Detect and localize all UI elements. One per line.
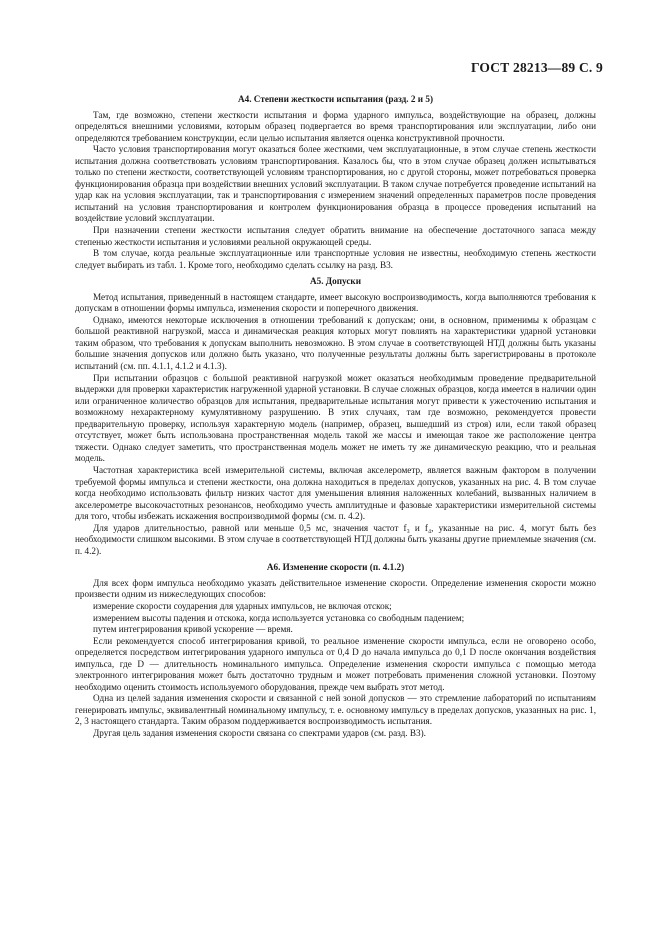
paragraph: В том случае, когда реальные эксплуатационные или транспортные условия не известны, необходимую степень жесткости следует выбирать из табл. 1. Кроме того, необходимо сделать ссылку на разд. В3. <box>75 248 596 270</box>
paragraph: Для ударов длительностью, равной или меньше 0,5 мс, значения частот f₃ и f₄, указанные на рис. 4, могут быть без необходимости слишком высокими. В этом случае в соответствующей НТД должны быть указаны другие приемлемые значения (см. п. 4.2). <box>75 522 596 556</box>
list-item: путем интегрирования кривой ускорение — время. <box>93 624 293 635</box>
paragraph: Однако, имеются некоторые исключения в отношении требований к допускам; они, в основном, применимы к образцам с большой реактивной нагрузкой, масса и динамическая реакция которых могут повлиять на характеристики ударной установки таким образом, что требования к допускам выполнить невозможно. В этом случае в соответствующей НТД должны быть указаны большие значения допусков или должно быть указано, что полученные результаты должны быть зарегистрированы в протоколе испытаний (см. пп. 4.1.1, 4.1.2 и 4.1.3). <box>75 314 596 372</box>
paragraph: Одна из целей задания изменения скорости и связанной с ней зоной допусков — это стремление лабораторий по испытаниям генерировать импульс, эквивалентный номинальному импульсу, т. е. основному импульсу в пределах допусков, указанных на рис. 1, 2, 3 настоящего стандарта. Таким образом поддерживается воспроизводимость испытания. <box>75 693 596 727</box>
section-a5-title: А5. Допуски <box>309 276 361 287</box>
paragraph: Если рекомендуется способ интегрирования кривой, то реальное изменение скорости импульса, если не оговорено особо, определяется посредством интегрирования ударного импульса от 0,4 D до начала импульса до 0,1 D после окончания воздействия импульса, где D — длительность номинального импульса. Определение изменения скорости импульса с помощью метода электронного интегрирования может быть достаточно трудным и может потребовать применения сложной установки. Поэтому необходимо оценить стоимость используемого оборудования, прежде чем выбрать этот метод. <box>75 635 596 692</box>
paragraph: Метод испытания, приведенный в настоящем стандарте, имеет высокую воспроизводимость, когда выполняются требования к допускам в отношении формы импульса, изменения скорости и поперечного движения. <box>75 291 596 314</box>
paragraph: Часто условия транспортирования могут оказаться более жесткими, чем эксплуатационные, в этом случае степень жесткости испытания должна соответствовать условиям транспортирования. Казалось бы, что в этом случае образец должен испытываться только по степени жесткости, соответствующей условиям транспортирования, но с другой стороны, может потребоваться проверка функционирования образца при воздействии внешних условий эксплуатации. В таком случае потребуется проведение испытаний на удар как на условия эксплуатации, так и транспортирования с измерением значений определенных параметров после проведения испытаний на условия транспортирования и контролем функционирования образца в процессе проведения испытаний на воздействие условий эксплуатации. <box>75 144 596 224</box>
paragraph: Для всех форм импульса необходимо указать действительное изменение скорости. Определение изменения скорости можно произвести одним из нижеследующих способов: <box>75 577 596 600</box>
paragraph: Другая цель задания изменения скорости связана со спектрами ударов (см. разд. В3). <box>93 727 426 738</box>
paragraph: При испытании образцов с большой реактивной нагрузкой может оказаться необходимым проведение предварительной выдержки для проверки характеристик нагруженной ударной установки. В случае сложных образцов, когда имеется в наличии один или ограниченное количество образцов для испытания, предварительные испытания могут привести к ужесточению испытания и возможному нехарактерному кумулятивному разрушению. В этих случаях, там где возможно, рекомендуется провести предварительную проверку, используя характерную модель (например, образец, вышедший из строя) или, если такой образец отсутствует, может быть использована пространственная модель такой же массы и имеющая такое же расположение центра тяжести. Однако следует заметить, что пространственная модель может не иметь ту же динамическую реакцию, что и реальная модель. <box>75 372 596 464</box>
list-item: измерение скорости соударения для ударных импульсов, не включая отскок; <box>93 600 392 611</box>
document-body <box>75 94 596 740</box>
paragraph: Частотная характеристика всей измерительной системы, включая акселерометр, является важным фактором в получении требуемой формы импульса и степени жесткости, она должна находиться в пределах допусков, указанных на рис. 4. В том случае когда необходимо использовать фильтр низких частот для уменьшения влияния наложенных колебаний, вызванных наличием в акселерометре высокочастотных резонансов, необходимо учесть амплитудные и фазовые характеристики измерительной системы для того, чтобы избежать искажения воспроизводимой формы (см. п. 4.2). <box>75 464 596 522</box>
page-header: ГОСТ 28213—89 С. 9 <box>470 60 603 75</box>
paragraph: При назначении степени жесткости испытания следует обратить внимание на обеспечение достаточного запаса между степенью жесткости испытания и условиями реальной окружающей среды. <box>75 225 596 247</box>
section-a4-title: А4. Степени жесткости испытания (разд. 2 и 5) <box>237 94 434 104</box>
list-item: измерением высоты падения и отскока, когда используется установка со свободным падением; <box>93 612 465 623</box>
paragraph: Там, где возможно, степени жесткости испытания и форма ударного импульса, воздействующие на образец, должны определяться внешними условиями, которым образец подвергается во время транспортирования или эксплуатации, либо они определяются требованием конструкции, если целью испытания является оценка конструктивной прочности. <box>75 109 596 143</box>
section-a6-title: А6. Изменение скорости (п. 4.1.2) <box>266 562 405 573</box>
